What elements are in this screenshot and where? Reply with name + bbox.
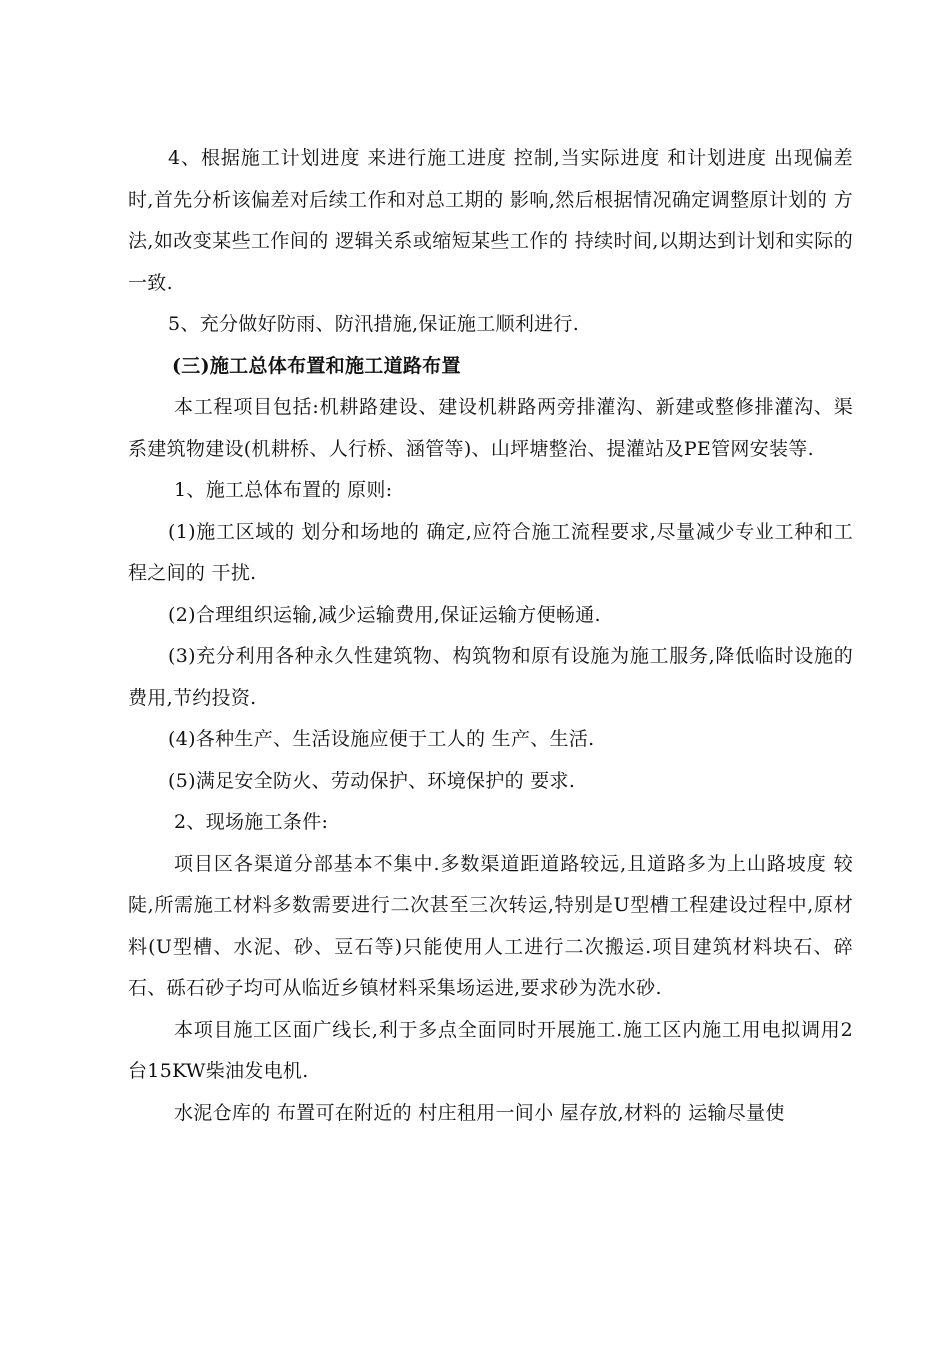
paragraph-project-scope: 本工程项目包括:机耕路建设、建设机耕路两旁排灌沟、新建或整修排灌沟、渠系建筑物建设(机耕桥、人行桥、涵管等)、山坪塘整治、提灌站及PE管网安装等. bbox=[128, 396, 853, 460]
paragraph-channel-distribution: 项目区各渠道分部基本不集中.多数渠道距道路较远,且道路多为上山路坡度 较陡,所需施工材料多数需要进行二次甚至三次转运,特别是U型槽工程建设过程中,原材料(U型槽、水泥、砂、豆石等)只能使用人工进行二次搬运.项目建筑材料块石、碎石、砾石砂子均可从临近乡镇材料采集场运进,要求砂为洗水砂. bbox=[128, 852, 853, 999]
paragraph-construction-area: 本项目施工区面广线长,利于多点全面同时开展施工.施工区内施工用电拟调用2台15KW柴油发电机. bbox=[128, 1018, 853, 1082]
paragraph-cement-warehouse: 水泥仓库的 布置可在附近的 村庄租用一间小 屋存放,材料的 运输尽量使 bbox=[174, 1101, 785, 1124]
subheading-layout-principles: 1、施工总体布置的 原则: bbox=[174, 479, 393, 501]
subheading-site-conditions: 2、现场施工条件: bbox=[174, 811, 329, 833]
list-item-principle-3: (3)充分利用各种永久性建筑物、构筑物和原有设施为施工服务,降低临时设施的 费用,节约投资. bbox=[128, 645, 853, 709]
section-heading: (三)施工总体布置和施工道路布置 bbox=[172, 354, 461, 377]
document-body bbox=[128, 138, 853, 1134]
list-item-principle-1: (1)施工区域的 划分和场地的 确定,应符合施工流程要求,尽量减少专业工种和工程之间的 干扰. bbox=[128, 520, 853, 584]
list-item-principle-2: (2)合理组织运输,减少运输费用,保证运输方便畅通. bbox=[168, 603, 601, 626]
list-item-principle-4: (4)各种生产、生活设施应便于工人的 生产、生活. bbox=[168, 728, 595, 750]
list-item-principle-5: (5)满足安全防火、劳动保护、环境保护的 要求. bbox=[168, 769, 576, 792]
paragraph-rain-flood-measures: 5、充分做好防雨、防汛措施,保证施工顺利进行. bbox=[168, 313, 580, 335]
paragraph-progress-control: 4、根据施工计划进度 来进行施工进度 控制,当实际进度 和计划进度 出现偏差时,首先分析该偏差对后续工作和对总工期的 影响,然后根据情况确定调整原计划的 方法,如改变某些工作间的 逻辑关系或缩短某些工作的 持续时间,以期达到计划和实际的 一致. bbox=[128, 147, 853, 294]
